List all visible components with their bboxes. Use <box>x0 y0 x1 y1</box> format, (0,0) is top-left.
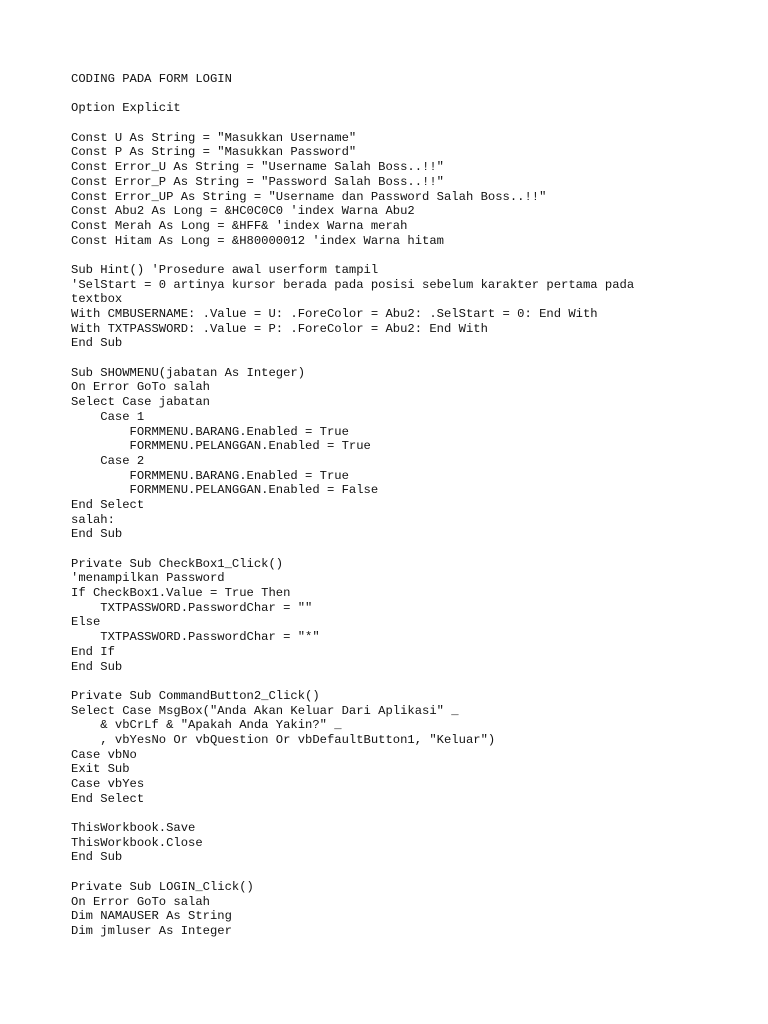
code-line: With CMBUSERNAME: .Value = U: .ForeColor = Abu2: .SelStart = 0: End With <box>71 307 598 321</box>
code-line: Private Sub LOGIN_Click() <box>71 879 254 894</box>
code-line: textbox <box>71 292 123 307</box>
code-line: Exit Sub <box>71 762 130 777</box>
code-line: TXTPASSWORD.PasswordChar = "*" <box>71 630 320 645</box>
code-line <box>71 351 634 366</box>
code-line: 'menampilkan Password <box>71 571 225 586</box>
code-line: 'SelStart = 0 artinya kursor berada pada posisi sebelum karakter pertama pada <box>71 277 635 292</box>
code-line: Const Error_P As String = "Password Salah Boss..!!" <box>71 174 444 189</box>
code-line: salah: <box>71 512 115 527</box>
code-line: ThisWorkbook.Close <box>71 835 203 850</box>
code-line: Const U As String = "Masukkan Username" <box>71 130 357 145</box>
code-line: TXTPASSWORD.PasswordChar = "" <box>71 600 313 615</box>
code-line: Select Case MsgBox("Anda Akan Keluar Dari Aplikasi" _ <box>71 703 459 718</box>
code-line: Case vbYes <box>71 777 145 791</box>
code-line: Case vbNo <box>71 747 137 762</box>
code-line: End Sub <box>71 659 123 674</box>
code-line: Const Abu2 As Long = &HC0C0C0 'index Warna Abu2 <box>71 204 415 219</box>
code-line: Const Merah As Long = &HFF& 'index Warna merah <box>71 218 408 233</box>
code-line <box>71 806 634 821</box>
code-line: FORMMENU.PELANGGAN.Enabled = True <box>71 439 371 454</box>
code-line: FORMMENU.BARANG.Enabled = True <box>71 468 349 483</box>
code-line <box>71 116 634 131</box>
code-line: If CheckBox1.Value = True Then <box>71 586 291 601</box>
code-line <box>71 542 634 557</box>
code-line: Const P As String = "Masukkan Password" <box>71 145 357 160</box>
code-line: FORMMENU.PELANGGAN.Enabled = False <box>71 483 379 498</box>
code-line: Const Error_U As String = "Username Salah Boss..!!" <box>71 160 444 175</box>
code-line: Private Sub CheckBox1_Click() <box>71 556 284 571</box>
code-line <box>71 674 634 689</box>
code-line: End Select <box>71 497 145 512</box>
code-line: Sub Hint() 'Prosedure awal userform tampil <box>71 262 379 277</box>
code-line: With TXTPASSWORD: .Value = P: .ForeColor = Abu2: End With <box>71 321 488 336</box>
code-line: Case 2 <box>71 453 145 468</box>
code-line: Dim NAMAUSER As String <box>71 909 232 924</box>
code-line: FORMMENU.BARANG.Enabled = True <box>71 424 349 439</box>
code-line: Case 1 <box>71 409 145 424</box>
code-line: End Sub <box>71 336 123 351</box>
code-line <box>71 87 634 102</box>
code-line: End Select <box>71 791 145 806</box>
code-line: Option Explicit <box>71 101 181 116</box>
code-line: On Error GoTo salah <box>71 894 210 909</box>
code-line: ThisWorkbook.Save <box>71 821 196 836</box>
code-line: End Sub <box>71 527 123 542</box>
code-line: End If <box>71 644 115 659</box>
code-line: Const Hitam As Long = &H80000012 'index Warna hitam <box>71 233 444 248</box>
code-line: Const Error_UP As String = "Username dan Password Salah Boss..!!" <box>71 189 547 204</box>
code-line: Dim jmluser As Integer <box>71 923 232 938</box>
code-listing <box>71 72 634 939</box>
document-title: CODING PADA FORM LOGIN <box>71 72 232 86</box>
code-line: Sub SHOWMENU(jabatan As Integer) <box>71 365 306 380</box>
code-line <box>71 865 634 880</box>
code-line <box>71 248 634 263</box>
code-line: , vbYesNo Or vbQuestion Or vbDefaultButton1, "Keluar") <box>71 732 496 747</box>
code-line: End Sub <box>71 850 123 865</box>
code-line: Else <box>71 615 101 630</box>
code-line: Private Sub CommandButton2_Click() <box>71 688 320 703</box>
code-line: Select Case jabatan <box>71 395 210 410</box>
code-line: & vbCrLf & "Apakah Anda Yakin?" _ <box>71 718 342 733</box>
code-line: On Error GoTo salah <box>71 380 210 395</box>
